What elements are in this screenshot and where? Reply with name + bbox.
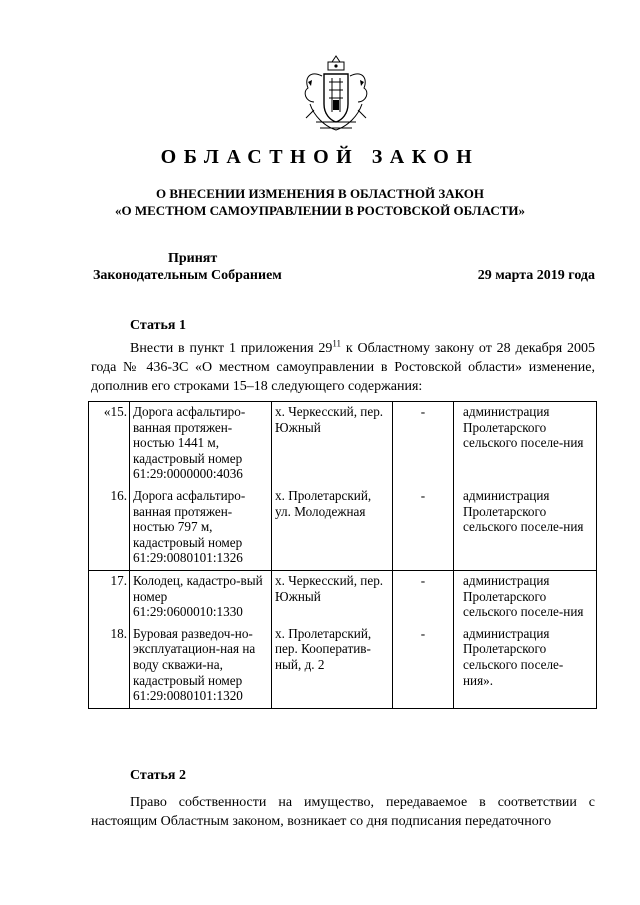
owner-organization: администрация Пролетарского сельского поселе-ния». (454, 624, 597, 708)
adopted-date: 29 марта 2019 года (477, 268, 595, 283)
table-row (89, 570, 597, 623)
article-2-heading: Статья 2 (130, 768, 186, 783)
row-number: 17. (89, 570, 130, 623)
dash-cell: - (393, 624, 454, 708)
owner-organization: администрация Пролетарского сельского поселе-ния (454, 486, 597, 570)
dash-cell: - (393, 486, 454, 570)
amendment-table (88, 401, 597, 709)
dash-cell: - (393, 402, 454, 486)
object-address: х. Пролетарский, ул. Молодежная (272, 486, 393, 570)
article-1-heading: Статья 1 (130, 318, 186, 333)
object-address: х. Черкесский, пер. Южный (272, 570, 393, 623)
table-row (89, 624, 597, 708)
owner-organization: администрация Пролетарского сельского поселе-ния (454, 402, 597, 486)
object-address: х. Пролетарский, пер. Кооператив-ный, д. 2 (272, 624, 393, 708)
document-title: ОБЛАСТНОЙ ЗАКОН (160, 146, 480, 168)
object-description: Дорога асфальтиро-ванная протяжен-ностью 1441 м, кадастровый номер 61:29:0000000:4036 (130, 402, 272, 486)
table-row (89, 486, 597, 570)
dash-cell: - (393, 570, 454, 623)
article-1-superscript: 11 (332, 338, 342, 349)
document-subtitle-line-1: О ВНЕСЕНИИ ИЗМЕНЕНИЯ В ОБЛАСТНОЙ ЗАКОН (156, 186, 484, 201)
article-1-text-start: Внести в пункт 1 приложения 29 (130, 341, 333, 356)
object-description: Дорога асфальтиро-ванная протяжен-ностью 797 м, кадастровый номер 61:29:0080101:1326 (130, 486, 272, 570)
article-1-paragraph (91, 339, 595, 396)
article-2-paragraph: Право собственности на имущество, передаваемое в соответствии с настоящим Областным законом, возникает со дня подписания передаточного (91, 795, 595, 829)
article-1-text-end: к Областному закону от 28 декабря 2005 года № 436-ЗС «О местном самоуправлении в Ростовской области» изменение, дополнив его строками 15–18 следующего содержания: (91, 341, 595, 394)
adopted-label: Принят (168, 251, 218, 266)
row-number: 16. (89, 486, 130, 570)
table-row (89, 402, 597, 486)
row-number: 18. (89, 624, 130, 708)
adopted-by: Законодательным Собранием (93, 268, 282, 283)
object-description: Колодец, кадастро-вый номер 61:29:0600010:1330 (130, 570, 272, 623)
row-number: «15. (89, 402, 130, 486)
owner-organization: администрация Пролетарского сельского поселе-ния (454, 570, 597, 623)
coat-of-arms-icon (296, 52, 376, 136)
object-description: Буровая разведоч-но-эксплуатацион-ная на воду скважи-на, кадастровый номер 61:29:0080101:1320 (130, 624, 272, 708)
document-subtitle-line-2: «О МЕСТНОМ САМОУПРАВЛЕНИИ В РОСТОВСКОЙ ОБЛАСТИ» (115, 203, 525, 218)
object-address: х. Черкесский, пер. Южный (272, 402, 393, 486)
